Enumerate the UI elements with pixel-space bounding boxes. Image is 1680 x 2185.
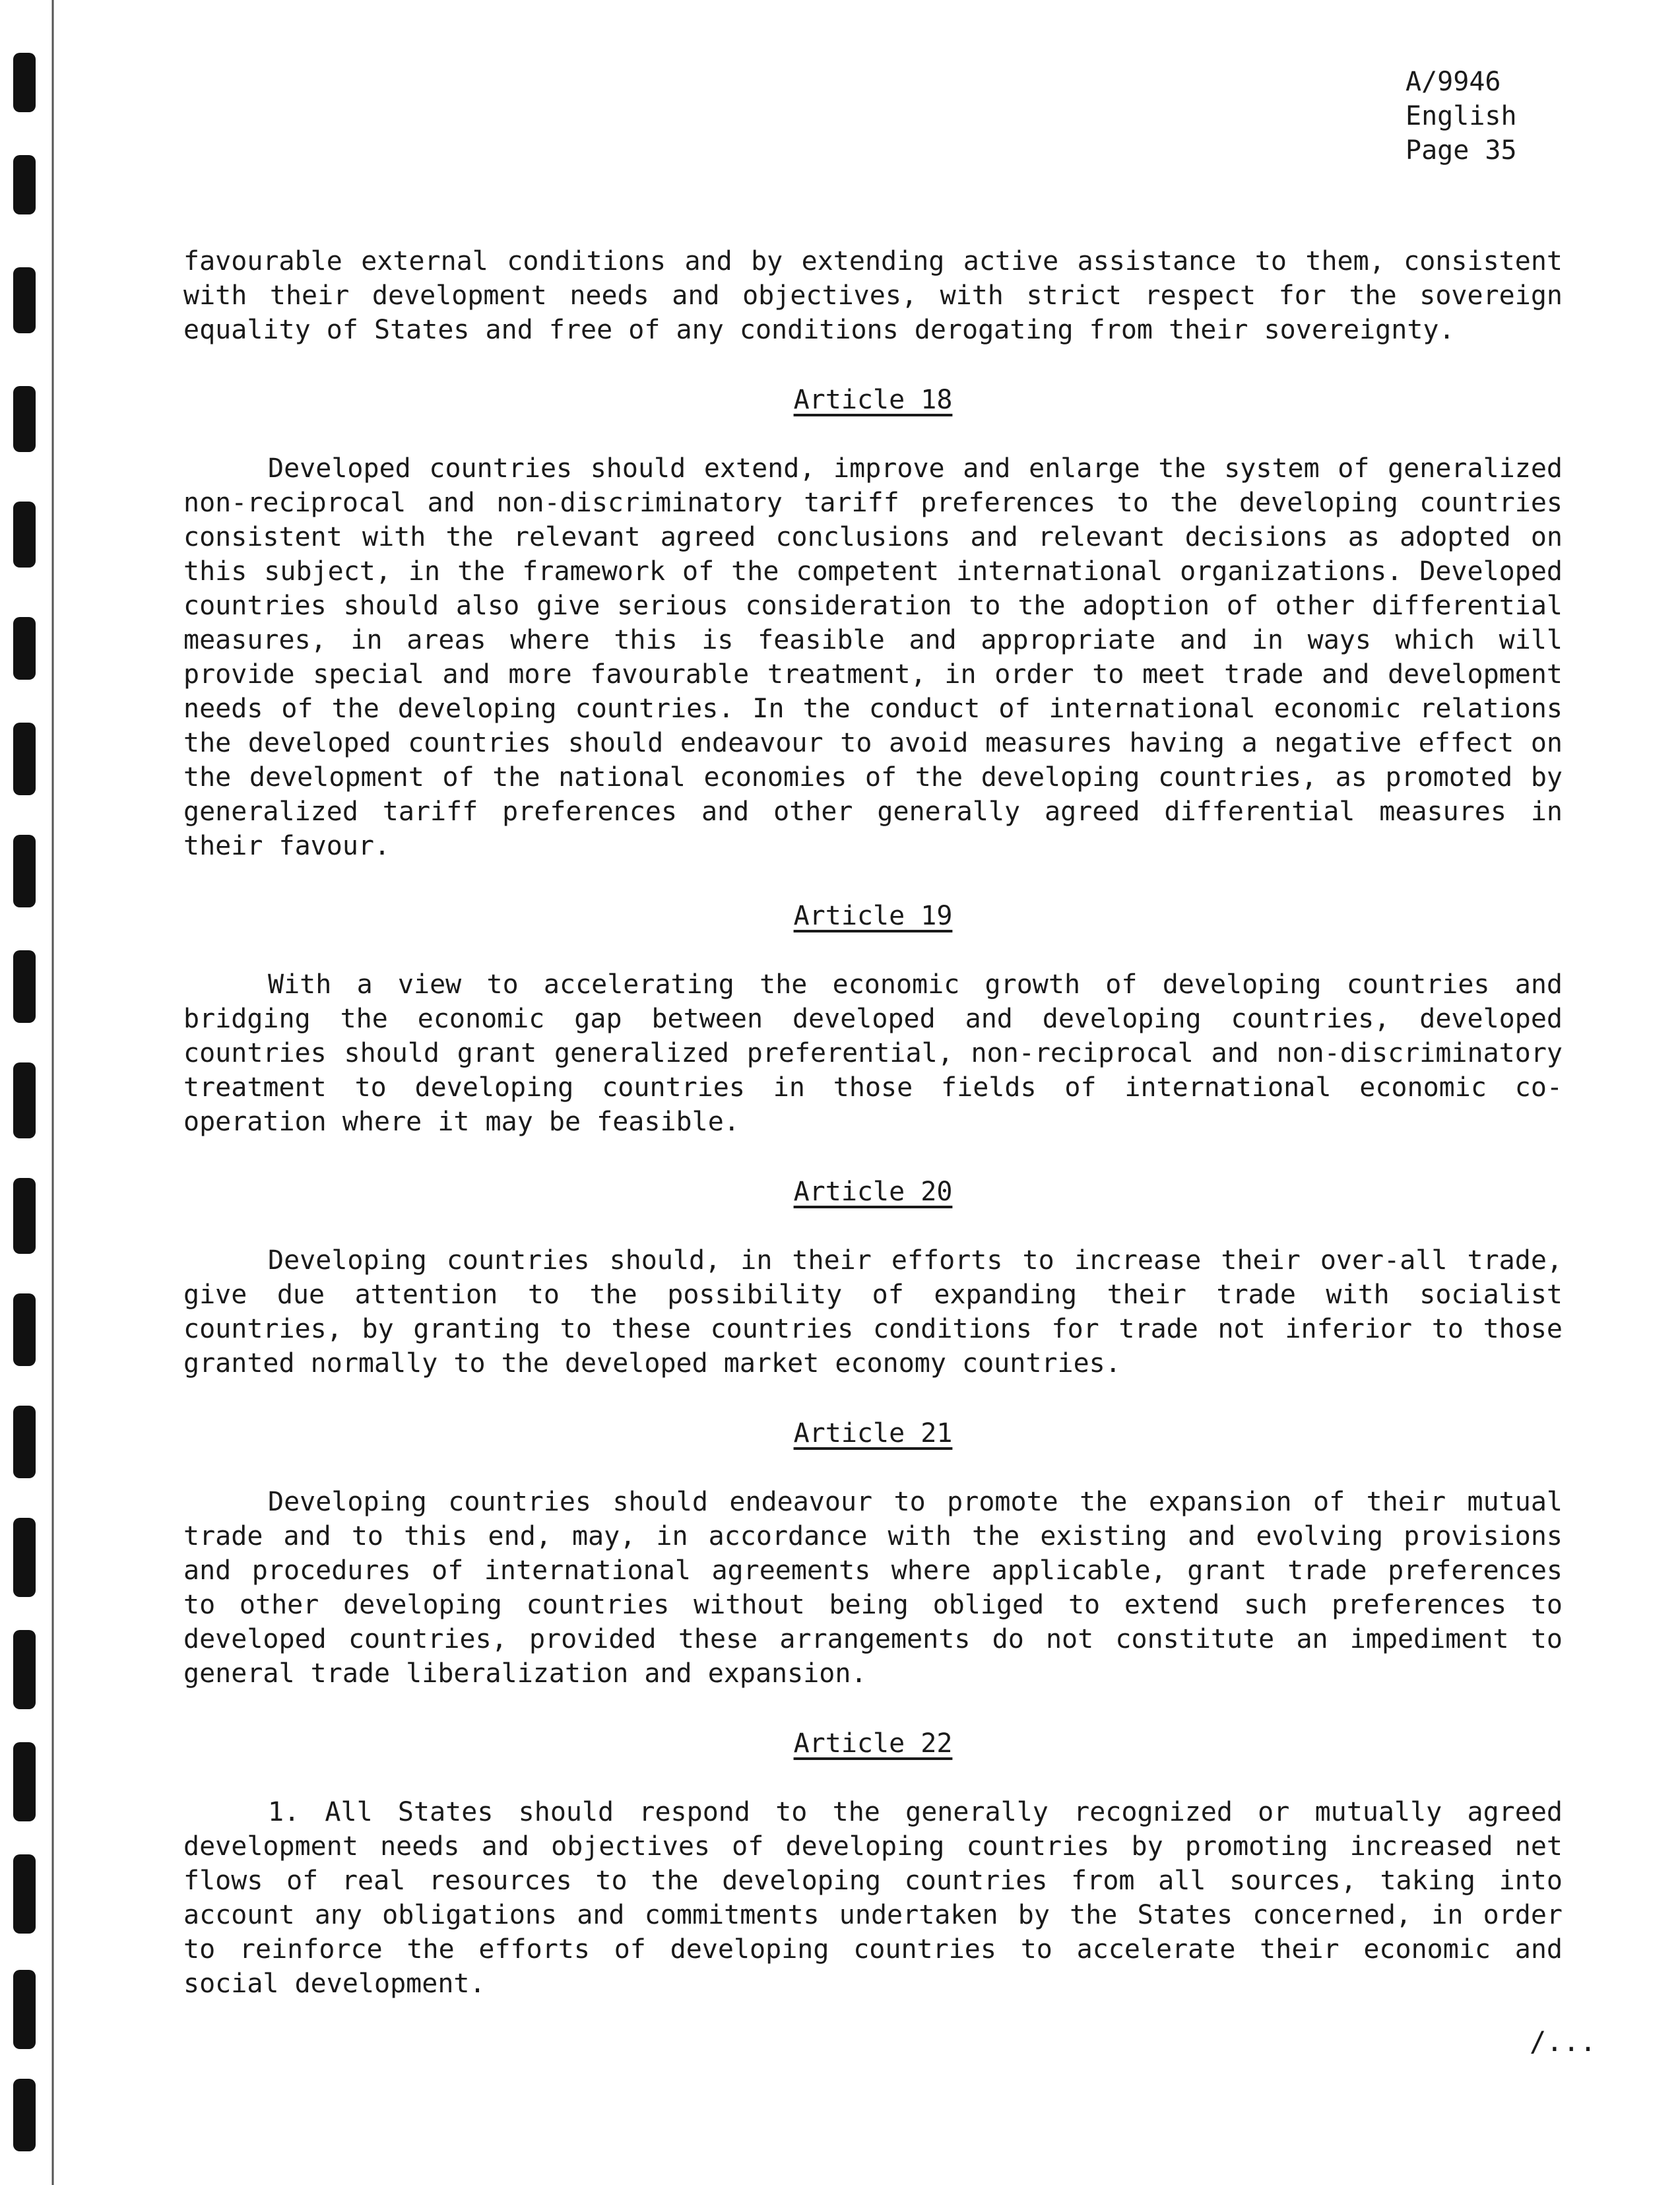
- article-text: Developing countries should endeavour to promote the expansion of their mutual trade and to this end, may, in accordance with the existing and evolving provisions and procedures of international agreements where applicable, grant trade preferences to other developing countries without being obliged to extend such preferences to developed countries, provided these arrangements do not constitute an impediment to general trade liberalization and expansion.: [183, 1487, 1563, 1689]
- intro-paragraph: favourable external conditions and by extending active assistance to them, consistent with their development needs and objectives, with strict respect for the sovereign equality of States and free of any conditions derogating from their sovereignty.: [183, 246, 1563, 345]
- article-text: Developing countries should, in their efforts to increase their over-all trade, give due attention to the possibility of expanding their trade with socialist countries, by granting to these countries conditions for trade not inferior to those granted normally to the developed market economy countries.: [183, 1245, 1563, 1379]
- article-heading: Article 18: [793, 385, 953, 415]
- article-text: Developed countries should extend, improve and enlarge the system of generalized non-reciprocal and non-discriminatory tariff preferences to the developing countries consistent with the relevant agreed conclusions and relevant decisions as adopted on this subject, in the framework of the competent international organizations. Developed countries should also give serious consideration to the adoption of other differential measures, in areas where this is feasible and appropriate and in ways which will provide special and more favourable treatment, in order to meet trade and development needs of the developing countries. In the conduct of international economic relations the developed countries should endeavour to avoid measures having a negative effect on the development of the national economies of the developing countries, as promoted by generalized tariff preferences and other generally agreed differential measures in their favour.: [183, 453, 1563, 861]
- document-header: [1405, 65, 1517, 168]
- continuation-mark: /...: [1530, 2025, 1597, 2058]
- article-21: [183, 1416, 1563, 1691]
- article-18: [183, 383, 1563, 863]
- doc-number: A/9946: [1405, 67, 1501, 97]
- article-heading: Article 21: [793, 1418, 953, 1449]
- article-19: [183, 899, 1563, 1139]
- article-text: With a view to accelerating the economic growth of developing countries and bridging the economic gap between developed and developing countries, developed countries should grant generalized preferential, non-reciprocal and non-discriminatory treatment to developing countries in those fields of international economic co-operation where it may be feasible.: [183, 969, 1563, 1137]
- article-heading: Article 19: [793, 901, 953, 931]
- article-20: [183, 1175, 1563, 1381]
- binding-holes: [0, 0, 59, 2185]
- page-number: Page 35: [1405, 135, 1517, 166]
- article-heading: Article 22: [793, 1728, 953, 1759]
- article-22: [183, 1726, 1563, 2001]
- document-body: [183, 244, 1563, 2001]
- language-label: English: [1405, 101, 1517, 131]
- article-text: 1. All States should respond to the generally recognized or mutually agreed development needs and objectives of developing countries by promoting increased net flows of real resources to the developing countries from all sources, taking into account any obligations and commitments undertaken by the States concerned, in order to reinforce the efforts of developing countries to accelerate their economic and social development.: [183, 1797, 1563, 1999]
- article-heading: Article 20: [793, 1177, 953, 1207]
